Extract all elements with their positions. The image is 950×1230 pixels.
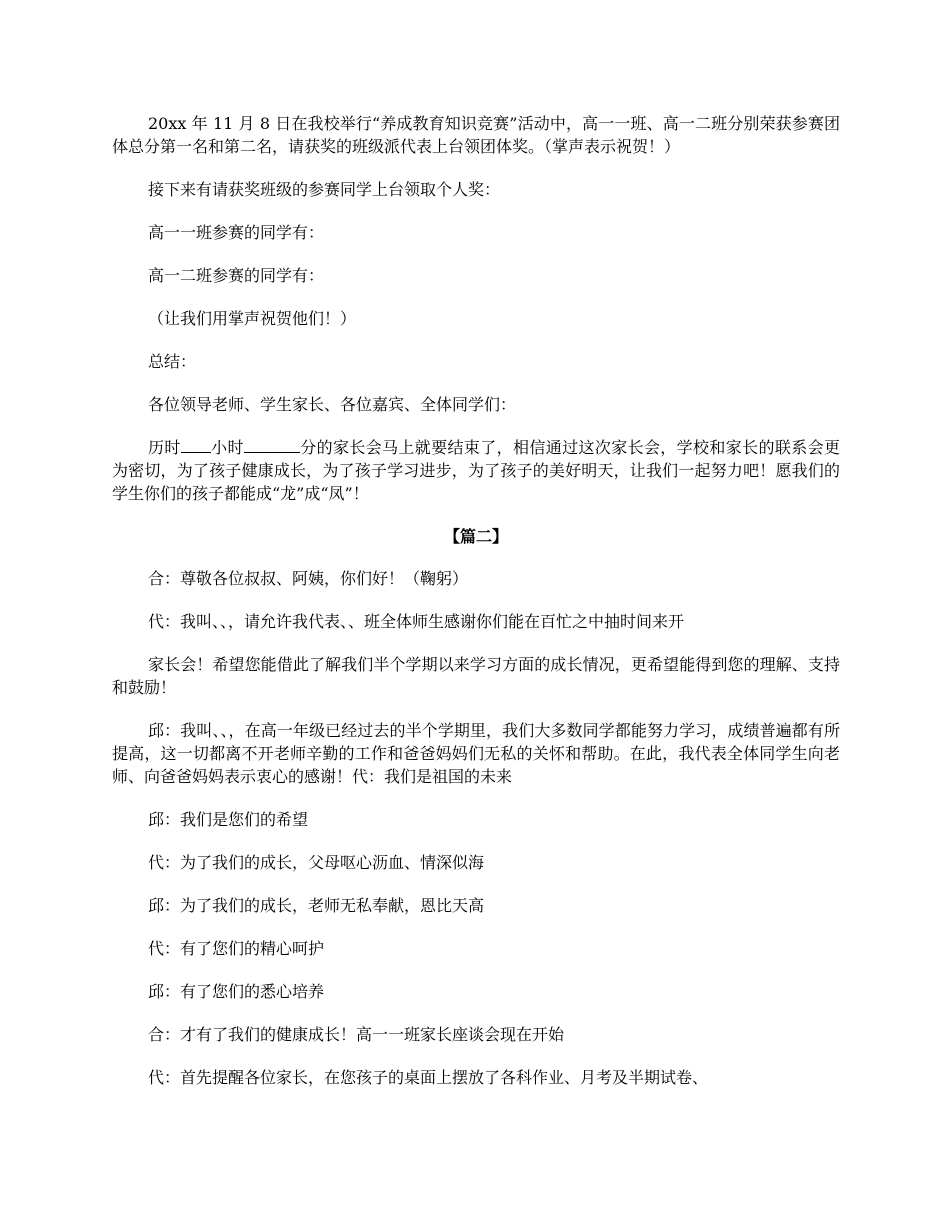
applause-note: （让我们用掌声祝贺他们！） [148,309,357,328]
script-line: 代：我叫、、，请允许我代表、、班全体师生感谢你们能在百忙之中抽时间来开 [148,612,685,631]
award-paragraph: 20xx 年 11 月 8 日在我校举行“养成教育知识竞赛”活动中，高一一班、高一二班分别荣获参赛团体总分第一名和第二名，请获奖的班级派代表上台领团体奖。（掌声表示祝贺！） [112,114,840,156]
script-line: 邱：为了我们的成长，老师无私奉献，恩比天高 [148,896,485,915]
summary-greeting: 各位领导老师、学生家长、各位嘉宾、全体同学们： [148,395,517,414]
class-two-participants: 高一二班参赛的同学有： [148,266,325,285]
script-line: 邱：我叫、、，在高一年级已经过去的半个学期里，我们大多数同学都能努力学习，成绩普遍都有所提高，这一切都离不开老师辛勤的工作和爸爸妈妈们无私的关怀和帮助。在此，我代表全体同学生向老师、向爸爸妈妈表示衷心的感谢！代：我们是祖国的未来 [112,721,840,786]
closing-text-start: 历时 [148,438,181,457]
script-line: 合：才有了我们的健康成长！高一一班家长座谈会现在开始 [148,1025,565,1044]
script-line: 家长会！希望您能借此了解我们半个学期以来学习方面的成长情况，更希望能得到您的理解、支持和鼓励！ [112,655,840,697]
closing-paragraph [112,436,840,505]
closing-text-hours: 小时 [210,438,244,457]
individual-award-intro: 接下来有请获奖班级的参赛同学上台领取个人奖： [148,180,501,199]
script-line: 代：有了您们的精心呵护 [148,939,325,958]
section-heading: 【篇二】 [443,527,508,546]
script-line: 合：尊敬各位叔叔、阿姨，你们好！（鞠躬） [148,569,469,588]
script-line: 邱：有了您们的悉心培养 [148,982,325,1001]
class-one-participants: 高一一班参赛的同学有： [148,223,325,242]
minutes-blank [244,437,300,453]
summary-label: 总结： [148,352,197,371]
script-line: 代：为了我们的成长，父母呕心沥血、情深似海 [148,853,485,872]
script-line: 邱：我们是您们的希望 [148,810,309,829]
script-line: 代：首先提醒各位家长，在您孩子的桌面上摆放了各科作业、月考及半期试卷、 [148,1068,709,1087]
hours-blank [181,437,211,453]
closing-text-rest: 分的家长会马上就要结束了，相信通过这次家长会，学校和家长的联系会更为密切，为了孩子健康成长，为了孩子学习进步，为了孩子的美好明天，让我们一起努力吧！愿我们的学生你们的孩子都能成“龙”成“凤”！ [112,438,840,503]
